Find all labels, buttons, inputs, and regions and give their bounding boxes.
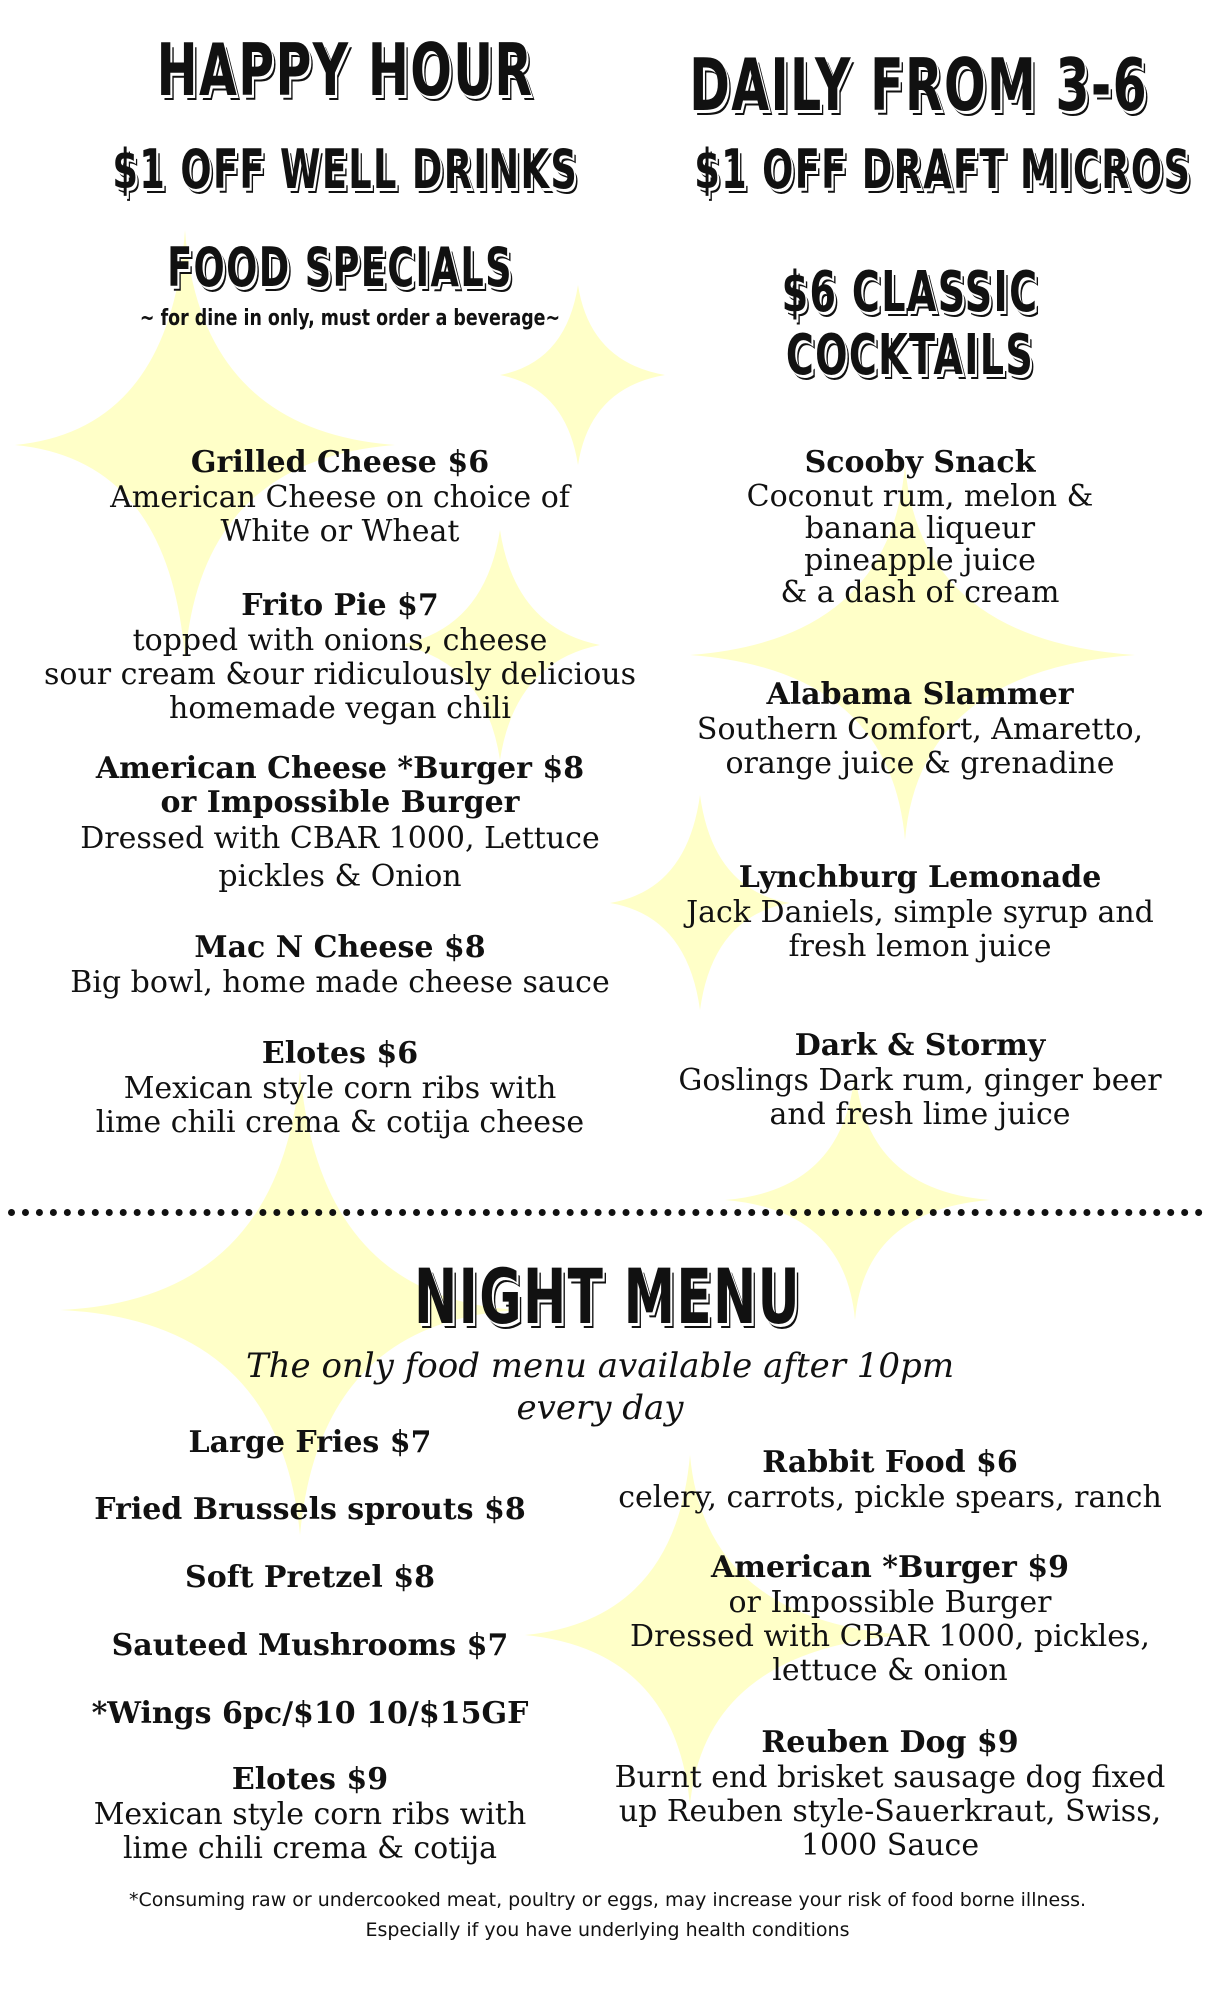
food-item-name: Frito Pie $7 — [241, 588, 439, 623]
food-item-cheese-burger — [30, 752, 650, 896]
night-item-name: American *Burger $9 — [711, 1550, 1069, 1585]
health-disclaimer: *Consuming raw or undercooked meat, poultry or eggs, may increase your risk of food borne illness. Especially if you have underlying health conditions — [128, 1889, 1087, 1941]
night-item-brussels-sprouts: Fried Brussels sprouts $8 — [94, 1492, 526, 1527]
cocktail-name: Dark & Stormy — [794, 1028, 1046, 1063]
food-item-grilled-cheese — [30, 445, 650, 549]
cocktail-name: Alabama Slammer — [766, 677, 1074, 712]
night-item-sauteed-mushrooms: Sauteed Mushrooms $7 — [111, 1628, 509, 1663]
night-item-description: celery, carrots, pickle spears, ranch — [618, 1480, 1162, 1515]
draft-micros-special: $1 OFF DRAFT MICROS — [694, 138, 1192, 201]
food-item-description: Dressed with CBAR 1000, Lettuce pickles & Onion — [80, 821, 600, 894]
food-item-name: American Cheese *Burger $8 or Impossible Burger — [95, 751, 585, 820]
food-item-mac-n-cheese — [30, 930, 650, 1000]
night-item-name: Elotes $9 — [231, 1762, 389, 1797]
cocktail-name: Lynchburg Lemonade — [738, 860, 1102, 895]
cocktail-description: Coconut rum, melon & banana liqueur pineapple juice & a dash of cream — [746, 479, 1094, 610]
cocktail-description: Goslings Dark rum, ginger beer and fresh lime juice — [678, 1063, 1162, 1132]
night-item-name: Rabbit Food $6 — [762, 1445, 1018, 1480]
daily-hours-heading: DAILY FROM 3-6 — [689, 43, 1149, 127]
food-item-description: Big bowl, home made cheese sauce — [70, 965, 610, 1000]
night-item-american-burger — [580, 1550, 1200, 1688]
food-specials-note: ~ for dine in only, must order a beverage~ — [139, 306, 561, 331]
food-item-frito-pie — [10, 588, 670, 726]
night-item-rabbit-food — [580, 1445, 1200, 1515]
food-item-elotes — [30, 1036, 650, 1140]
well-drinks-special: $1 OFF WELL DRINKS — [112, 138, 579, 201]
night-menu-subtitle: The only food menu available after 10pm every day — [245, 1346, 955, 1428]
night-menu-heading: NIGHT MENU — [414, 1252, 801, 1341]
night-item-reuben-dog — [580, 1725, 1200, 1863]
night-item-description: or Impossible Burger Dressed with CBAR 1000, pickles, lettuce & onion — [630, 1585, 1150, 1688]
food-item-description: topped with onions, cheese sour cream &our ridiculously delicious homemade vegan chili — [43, 623, 637, 726]
food-item-description: American Cheese on choice of White or Wheat — [110, 480, 570, 549]
night-item-description: Burnt end brisket sausage dog fixed up Reuben style-Sauerkraut, Swiss, 1000 Sauce — [614, 1760, 1166, 1863]
night-item-description: Mexican style corn ribs with lime chili crema & cotija — [93, 1797, 527, 1866]
night-item-name: Reuben Dog $9 — [761, 1725, 1019, 1760]
food-item-name: Elotes $6 — [261, 1036, 419, 1071]
night-item-soft-pretzel: Soft Pretzel $8 — [185, 1560, 435, 1595]
cocktail-description: Southern Comfort, Amaretto, orange juice & grenadine — [696, 712, 1144, 781]
classic-cocktails-heading-line2: COCKTAILS — [785, 323, 1035, 388]
food-item-name: Grilled Cheese $6 — [190, 445, 490, 480]
cocktail-name: Scooby Snack — [804, 445, 1036, 480]
cocktail-dark-and-stormy — [640, 1028, 1200, 1132]
night-item-wings: *Wings 6pc/$10 10/$15GF — [91, 1696, 529, 1731]
cocktail-alabama-slammer — [640, 677, 1200, 781]
night-item-elotes — [20, 1762, 600, 1866]
night-item-large-fries: Large Fries $7 — [188, 1425, 432, 1460]
cocktail-lynchburg-lemonade — [640, 860, 1200, 964]
food-specials-heading: FOOD SPECIALS — [167, 236, 513, 299]
happy-hour-heading: HAPPY HOUR — [156, 28, 534, 112]
section-divider — [8, 1209, 1203, 1216]
classic-cocktails-heading-line1: $6 CLASSIC — [781, 260, 1039, 325]
food-item-name: Mac N Cheese $8 — [194, 930, 486, 965]
cocktail-description: Jack Daniels, simple syrup and fresh lemon juice — [686, 895, 1154, 964]
food-item-description: Mexican style corn ribs with lime chili crema & cotija cheese — [95, 1071, 585, 1140]
cocktail-scooby-snack — [640, 445, 1200, 609]
